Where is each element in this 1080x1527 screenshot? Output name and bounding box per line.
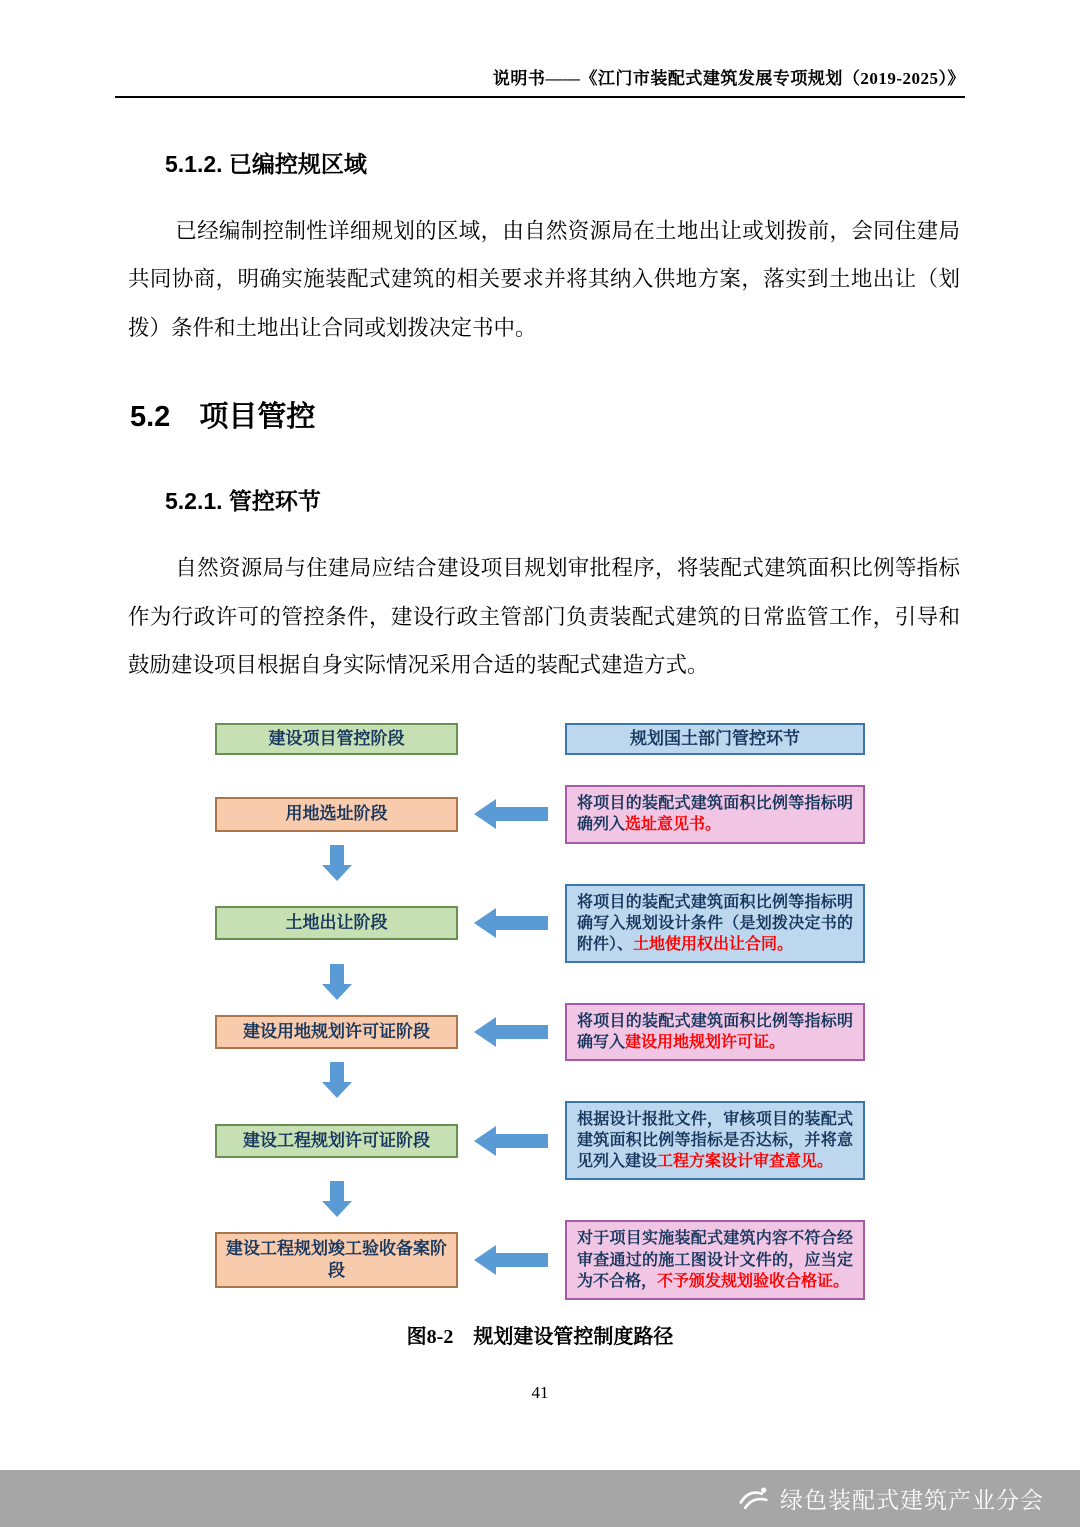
detail-text: 将项目的装配式建筑面积比例等指标明确写入 <box>577 1012 853 1051</box>
flowchart <box>215 723 865 1300</box>
detail-box-land-use-permit <box>565 1003 865 1061</box>
detail-box-land-transfer <box>565 884 865 963</box>
document-header <box>115 0 965 98</box>
down-arrow-icon <box>330 845 344 865</box>
down-arrow-icon <box>330 1062 344 1082</box>
figure-caption: 图8-2 规划建设管控制度路径 <box>406 1325 674 1348</box>
left-arrow-icon <box>496 916 548 930</box>
footer-watermark-bar <box>0 1470 1080 1527</box>
footer-brand-text: 绿色装配式建筑产业分会 <box>780 1488 1044 1513</box>
heading-5-2: 5.2 项目管控 <box>130 401 316 434</box>
stage-box-land-use-permit: 建设用地规划许可证阶段 <box>215 1015 458 1049</box>
document-header-title: 说明书——《江门市装配式建筑发展专项规划（2019-2025）》 <box>492 69 965 88</box>
flowchart-right-header: 规划国土部门管控环节 <box>565 723 865 755</box>
down-arrow-icon <box>330 1181 344 1201</box>
flowchart-row <box>215 1220 865 1299</box>
association-logo-icon <box>736 1484 772 1514</box>
heading-5-1-2: 5.1.2. 已编控规区域 <box>165 151 367 177</box>
detail-box-project-permit <box>565 1101 865 1180</box>
paragraph-5-1-2: 已经编制控制性详细规划的区域，由自然资源局在土地出让或划拨前，会同住建局共同协商，明确实施装配式建筑的相关要求并将其纳入供地方案，落实到土地出让（划拨）条件和土地出让合同或划拨决定书中。 <box>128 219 960 340</box>
flowchart-row <box>215 1003 865 1061</box>
left-arrow-icon <box>496 807 548 821</box>
page-number: 41 <box>531 1382 549 1402</box>
detail-text-highlight: 选址意见书。 <box>625 816 722 834</box>
flowchart-header-row <box>215 723 865 755</box>
stage-box-project-permit: 建设工程规划许可证阶段 <box>215 1124 458 1158</box>
paragraph-5-2-1: 自然资源局与住建局应结合建设项目规划审批程序，将装配式建筑面积比例等指标作为行政许可的管控条件，建设行政主管部门负责装配式建筑的日常监管工作，引导和鼓励建设项目根据自身实际情况采用合适的装配式建造方式。 <box>128 556 960 677</box>
left-arrow-icon <box>496 1134 548 1148</box>
detail-text: 将项目的装配式建筑面积比例等指标明确列入 <box>577 795 853 834</box>
detail-text-highlight: 建设用地规划许可证。 <box>625 1034 786 1051</box>
stage-box-completion-acceptance: 建设工程规划竣工验收备案阶段 <box>215 1232 458 1288</box>
flowchart-row <box>215 1101 865 1180</box>
detail-box-completion-acceptance <box>565 1220 865 1299</box>
detail-box-site-selection <box>565 785 865 843</box>
detail-text-highlight: 不予颁发规划验收合格证。 <box>657 1272 850 1290</box>
heading-5-2-1: 5.2.1. 管控环节 <box>165 488 321 515</box>
detail-text: 根据设计报批文件，审核项目的装配式建筑面积比例等指标是否达标，并将意见列入建设 <box>577 1111 853 1171</box>
stage-box-land-transfer: 土地出让阶段 <box>215 906 458 940</box>
detail-text: 将项目的装配式建筑面积比例等指标明确写入规划设计条件（是划拨决定书的附件）、 <box>577 893 853 953</box>
left-arrow-icon <box>496 1025 548 1039</box>
detail-text-highlight: 工程方案设计审查意见。 <box>657 1153 834 1171</box>
stage-box-site-selection: 用地选址阶段 <box>215 797 458 831</box>
flowchart-row <box>215 884 865 963</box>
flowchart-left-header: 建设项目管控阶段 <box>215 723 458 755</box>
detail-text-highlight: 土地使用权出让合同。 <box>633 935 794 953</box>
detail-text: 对于项目实施装配式建筑内容不符合经审查通过的施工图设计文件的，应当定为不合格， <box>577 1230 853 1290</box>
down-arrow-icon <box>330 964 344 984</box>
flowchart-row <box>215 785 865 843</box>
left-arrow-icon <box>496 1253 548 1267</box>
